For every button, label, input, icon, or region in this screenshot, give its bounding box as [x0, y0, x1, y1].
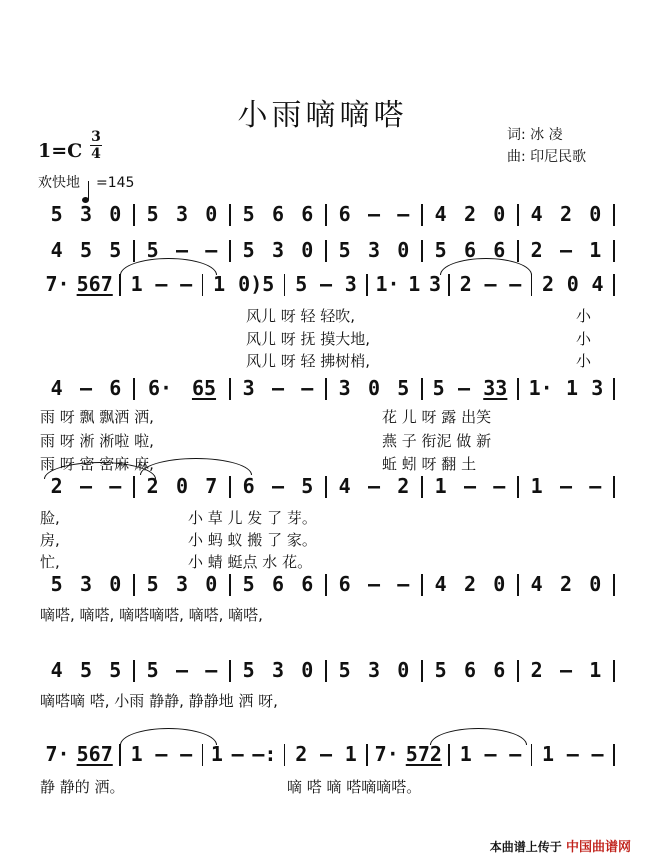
note: –	[180, 742, 193, 766]
note: 5	[295, 272, 308, 296]
measure	[234, 200, 322, 228]
note: 6	[493, 658, 506, 682]
note: 5	[109, 238, 122, 262]
note: –	[367, 572, 381, 596]
note: 1	[459, 742, 472, 766]
note: 6	[338, 572, 351, 596]
chorus-lyric-3b: 嘀 嗒 嘀 嗒嘀嘀嗒。	[287, 778, 422, 796]
note: 5	[109, 658, 122, 682]
note: 0	[589, 572, 602, 596]
measure	[234, 374, 322, 402]
note: 3	[271, 238, 285, 262]
note: 1	[210, 742, 223, 766]
chorus-lyric-1: 嘀嗒, 嘀嗒, 嘀嗒嘀嗒, 嘀嗒, 嘀嗒,	[40, 606, 263, 624]
note: 4	[434, 202, 447, 226]
measure	[207, 270, 281, 298]
note: –	[79, 376, 93, 400]
measure	[426, 656, 514, 684]
note: 2	[559, 572, 573, 596]
note: 2	[559, 202, 573, 226]
note: 1·	[375, 272, 400, 296]
lyric-v3-d: 忙,	[40, 553, 60, 571]
note: 0	[367, 376, 381, 400]
note: 3	[344, 272, 357, 296]
note: 2	[463, 572, 477, 596]
score-line	[38, 236, 614, 264]
measure	[138, 656, 226, 684]
note: –	[367, 202, 381, 226]
note: 0	[493, 572, 506, 596]
note: –	[180, 272, 193, 296]
measure	[42, 200, 130, 228]
note: 3	[175, 572, 189, 596]
note: 3	[271, 658, 285, 682]
note: 4	[591, 272, 604, 296]
note: 5	[432, 376, 445, 400]
note: –	[155, 272, 168, 296]
note: 6	[271, 202, 285, 226]
lyric-v3-e: 小 蜻 蜓点 水 花。	[188, 553, 313, 571]
note: 5	[301, 474, 314, 498]
bar-line	[229, 660, 231, 682]
note: 3	[367, 658, 381, 682]
note: –	[271, 376, 285, 400]
note: 1	[408, 272, 421, 296]
lyric-pickup-2: 小	[576, 330, 592, 348]
bar-line	[613, 476, 615, 498]
note: 2	[530, 238, 543, 262]
song-title: 小雨嘀嘀嗒	[237, 98, 408, 133]
lyricist-credit: 词: 冰 凌	[507, 127, 563, 143]
note: –	[559, 658, 573, 682]
measure	[42, 656, 130, 684]
measure	[234, 570, 322, 598]
note: 3	[367, 238, 381, 262]
measure	[522, 570, 610, 598]
bar-line	[517, 204, 519, 226]
key-signature: 1=C	[38, 140, 83, 162]
note: 3	[338, 376, 351, 400]
note: 1·	[528, 376, 553, 400]
note: 2	[146, 474, 159, 498]
note: 5	[242, 658, 255, 682]
measure	[536, 270, 610, 298]
bar-line	[229, 476, 231, 498]
lyric-v1-e: 小 草 儿 发 了 芽。	[188, 509, 317, 527]
note: 65	[191, 376, 217, 400]
lyric-v3-c: 蚯 蚓 呀 翻 土	[382, 455, 477, 473]
note: 2	[50, 474, 63, 498]
note: –	[109, 474, 122, 498]
bar-line	[448, 274, 450, 296]
note: 6	[301, 202, 314, 226]
measure	[42, 270, 116, 298]
measure	[330, 656, 418, 684]
note: 3	[242, 376, 255, 400]
note: 0	[109, 202, 122, 226]
note: 4	[530, 202, 543, 226]
note: 3	[79, 202, 93, 226]
bar-line	[133, 204, 135, 226]
measure	[536, 740, 610, 768]
note: 4	[50, 238, 63, 262]
bar-line	[229, 574, 231, 596]
measure	[426, 570, 514, 598]
note: –	[175, 238, 189, 262]
tempo-marking: 欢快地 =145	[38, 175, 135, 191]
bar-line	[531, 274, 533, 296]
bar-line	[202, 744, 204, 766]
measure	[234, 236, 322, 264]
note: 3	[175, 202, 189, 226]
note: –	[559, 238, 573, 262]
bar-line	[613, 574, 615, 596]
measure	[42, 740, 116, 768]
measure	[289, 270, 363, 298]
note: 5	[50, 202, 63, 226]
note: –	[155, 742, 168, 766]
note: –	[205, 658, 218, 682]
bar-line	[119, 274, 121, 296]
note: 0	[109, 572, 122, 596]
bar-line	[366, 744, 368, 766]
note: –	[484, 272, 497, 296]
chorus-lyric-3a: 静 静的 洒。	[40, 778, 125, 796]
note: 0	[397, 238, 410, 262]
note: 1	[344, 742, 357, 766]
note: –	[457, 376, 470, 400]
note: 0	[205, 202, 218, 226]
note: 0	[589, 202, 602, 226]
note: 6	[109, 376, 122, 400]
slur-mark	[430, 728, 527, 745]
bar-line	[517, 574, 519, 596]
note: 1	[130, 742, 143, 766]
note: 0	[301, 658, 314, 682]
note: 0	[205, 572, 218, 596]
bar-line	[229, 378, 231, 400]
bar-line	[133, 660, 135, 682]
note: –	[589, 474, 602, 498]
score-line	[38, 656, 614, 684]
note: 7·	[45, 272, 70, 296]
bar-line	[133, 476, 135, 498]
bar-line	[325, 660, 327, 682]
measure	[522, 472, 610, 500]
lyric-pickup-3: 小	[576, 352, 592, 370]
lyric-v2-c: 燕 子 衔泥 做 新	[382, 432, 492, 450]
bar-line	[613, 660, 615, 682]
bar-line	[421, 660, 423, 682]
measure	[42, 570, 130, 598]
slur-mark	[140, 458, 252, 475]
note: 0)5	[238, 272, 275, 296]
lyric-v1-d: 脸,	[40, 509, 60, 527]
measure	[371, 270, 445, 298]
note: –	[175, 658, 189, 682]
note: 5	[50, 572, 63, 596]
note: –	[397, 202, 410, 226]
note: 567	[76, 272, 113, 296]
measure	[234, 656, 322, 684]
lyric-v2-e: 小 蚂 蚁 搬 了 家。	[188, 531, 317, 549]
time-signature: 3 4	[91, 129, 101, 162]
note: 0	[397, 658, 410, 682]
bar-line	[421, 378, 423, 400]
note: 7·	[45, 742, 70, 766]
measure	[138, 570, 226, 598]
note: 6	[301, 572, 314, 596]
note: 2	[295, 742, 308, 766]
bar-line	[613, 240, 615, 262]
bar-line	[119, 744, 121, 766]
bar-line	[325, 240, 327, 262]
chorus-lyric-2: 嘀嗒嘀 嗒, 小雨 静静, 静静地 洒 呀,	[40, 692, 278, 710]
note: –	[509, 272, 522, 296]
bar-line	[613, 378, 615, 400]
note: –	[205, 238, 218, 262]
bar-line	[325, 476, 327, 498]
lyric-v3-a: 风儿 呀 轻 拂树梢,	[246, 352, 371, 370]
bar-line	[517, 660, 519, 682]
bar-line	[325, 204, 327, 226]
bar-line	[133, 378, 135, 400]
measure	[330, 374, 418, 402]
measure	[330, 200, 418, 228]
score-line	[38, 374, 614, 402]
note: 6	[338, 202, 351, 226]
note: –	[367, 474, 381, 498]
note: –	[397, 572, 410, 596]
note: 7	[205, 474, 218, 498]
note: 567	[76, 742, 113, 766]
note: 5	[242, 572, 255, 596]
note: 33	[483, 376, 508, 400]
note: –	[79, 474, 93, 498]
note: 2	[463, 202, 477, 226]
bar-line	[613, 274, 615, 296]
note: 4	[338, 474, 351, 498]
note: 5	[79, 658, 93, 682]
lyric-v3-b: 雨 呀 密 密麻 麻,	[40, 455, 154, 473]
bar-line	[421, 240, 423, 262]
footer-credit: 本曲谱上传于 中国曲谱网	[489, 840, 631, 855]
note: 4	[434, 572, 447, 596]
measure	[289, 740, 363, 768]
site-logo: 中国曲谱网	[565, 840, 631, 855]
note: 2	[459, 272, 472, 296]
note: 5	[146, 202, 159, 226]
measure	[138, 200, 226, 228]
lyric-v2-b: 雨 呀 淅 淅啦 啦,	[40, 432, 154, 450]
note: 5	[338, 658, 351, 682]
score-line	[38, 200, 614, 228]
note: 6	[493, 238, 506, 262]
composer-credit: 曲: 印尼民歌	[507, 149, 587, 165]
note: –	[319, 272, 332, 296]
score-line	[38, 570, 614, 598]
note: 0	[493, 202, 506, 226]
note: –	[319, 742, 332, 766]
measure	[330, 236, 418, 264]
note: –	[559, 474, 573, 498]
note: –	[566, 742, 579, 766]
note: 1	[434, 474, 447, 498]
bar-line	[133, 574, 135, 596]
measure	[330, 472, 418, 500]
bar-line	[325, 574, 327, 596]
measure	[426, 472, 514, 500]
bar-line	[284, 274, 286, 296]
note: 5	[146, 658, 159, 682]
note: 4	[530, 572, 543, 596]
note: 5	[434, 658, 447, 682]
note: 3	[79, 572, 93, 596]
note: 6	[242, 474, 255, 498]
note: –	[301, 376, 314, 400]
note: 1	[589, 238, 602, 262]
lyric-pickup-1: 小	[576, 307, 592, 325]
note: 5	[79, 238, 93, 262]
note: 5	[338, 238, 351, 262]
bar-line	[325, 378, 327, 400]
note: 1	[213, 272, 226, 296]
bar-line	[229, 240, 231, 262]
bar-line	[531, 744, 533, 766]
note: 2	[397, 474, 410, 498]
note: 2	[542, 272, 555, 296]
note: 6·	[147, 376, 173, 400]
measure	[42, 236, 130, 264]
bar-line	[517, 240, 519, 262]
bar-line	[421, 476, 423, 498]
lyric-v1-c: 花 儿 呀 露 出笑	[382, 408, 492, 426]
lyric-v1-a: 风儿 呀 轻 轻吹,	[246, 307, 356, 325]
bar-line	[517, 476, 519, 498]
note: 1	[589, 658, 602, 682]
bar-line	[284, 744, 286, 766]
measure	[426, 374, 514, 402]
lyric-v1-b: 雨 呀 飘 飘洒 洒,	[40, 408, 154, 426]
bar-line	[421, 204, 423, 226]
note: –	[493, 474, 506, 498]
note: –	[463, 474, 477, 498]
note: 4	[50, 658, 63, 682]
note: 6	[463, 658, 477, 682]
bar-line	[229, 204, 231, 226]
bar-line	[202, 274, 204, 296]
measure	[330, 570, 418, 598]
bar-line	[517, 378, 519, 400]
note: –	[509, 742, 522, 766]
note: 3	[429, 272, 442, 296]
measure	[522, 374, 610, 402]
note: 0	[566, 272, 579, 296]
measure	[42, 374, 130, 402]
note: 4	[50, 376, 63, 400]
measure	[234, 472, 322, 500]
measure	[522, 200, 610, 228]
lyric-v2-d: 房,	[40, 531, 60, 549]
note: 5	[397, 376, 410, 400]
measure	[138, 374, 226, 402]
note: 3	[591, 376, 604, 400]
bar-line	[133, 240, 135, 262]
note: 5	[242, 238, 255, 262]
measure	[522, 656, 610, 684]
note: 6	[271, 572, 285, 596]
note: –	[271, 474, 285, 498]
bar-line	[448, 744, 450, 766]
bar-line	[613, 204, 615, 226]
note: 2	[530, 658, 543, 682]
note: 5	[434, 238, 447, 262]
measure	[426, 200, 514, 228]
note: 1	[565, 376, 579, 400]
note: 5	[146, 572, 159, 596]
bar-line	[366, 274, 368, 296]
note: –	[591, 742, 604, 766]
note: –:	[252, 742, 277, 766]
note: 5	[242, 202, 255, 226]
lyric-v2-a: 风儿 呀 抚 摸大地,	[246, 330, 371, 348]
note: 0	[301, 238, 314, 262]
measure	[207, 740, 281, 768]
measure	[522, 236, 610, 264]
note: 7·	[374, 742, 399, 766]
note: –	[231, 742, 244, 766]
note: –	[484, 742, 497, 766]
note: 1	[542, 742, 555, 766]
note: 1	[530, 474, 543, 498]
slur-mark	[120, 728, 217, 745]
note: 572	[405, 742, 442, 766]
note: 1	[130, 272, 143, 296]
note: 5	[146, 238, 159, 262]
note: 6	[463, 238, 477, 262]
bar-line	[421, 574, 423, 596]
bar-line	[613, 744, 615, 766]
note: 0	[175, 474, 189, 498]
